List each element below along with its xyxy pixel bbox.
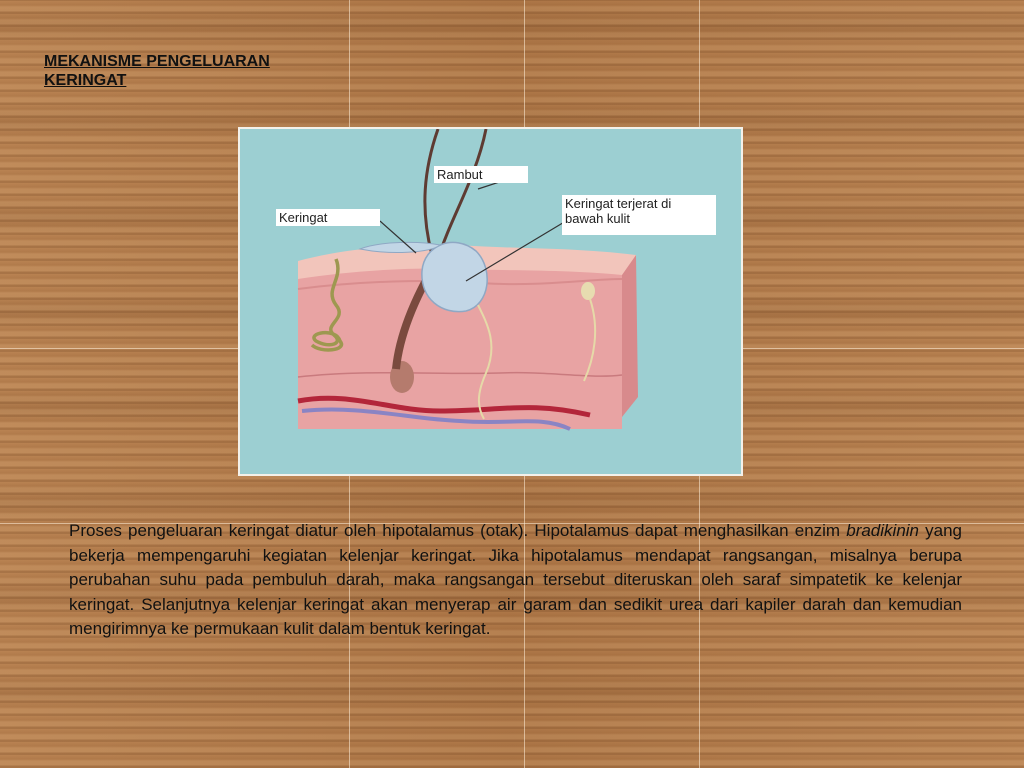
paragraph-emphasis: bradikinin [846,521,919,540]
label-rambut: Rambut [434,166,528,183]
trapped-sweat [422,242,487,311]
skin-block-side [622,255,638,417]
skin-diagram [238,127,743,476]
paragraph-text: Proses pengeluaran keringat diatur oleh hipotalamus (otak). Hipotalamus dapat menghasilkan enzim [69,521,847,540]
body-paragraph [69,519,962,642]
hair-shaft [425,129,438,255]
label-keringat-terjerat: Keringat terjerat di bawah kulit [562,195,716,235]
receptor [581,282,595,300]
hair-shaft [438,129,486,259]
slide-title: MEKANISME PENGELUARAN KERINGAT [44,53,270,89]
label-keringat: Keringat [276,209,380,226]
paragraph-text: yang bekerja mempengaruhi kegiatan kelenjar keringat. Jika hipotalamus mendapat rangsangan, misalnya berupa perubahan suhu pada pembuluh darah, maka rangsangan tersebut diteruskan oleh saraf simpatetik ke kelenjar keringat. Selanjutnya kelenjar keringat akan menyerap air garam dan sedikit urea dari kapiler darah dan kemudian mengirimnya ke permukaan kulit dalam bentuk keringat. [69,521,963,638]
